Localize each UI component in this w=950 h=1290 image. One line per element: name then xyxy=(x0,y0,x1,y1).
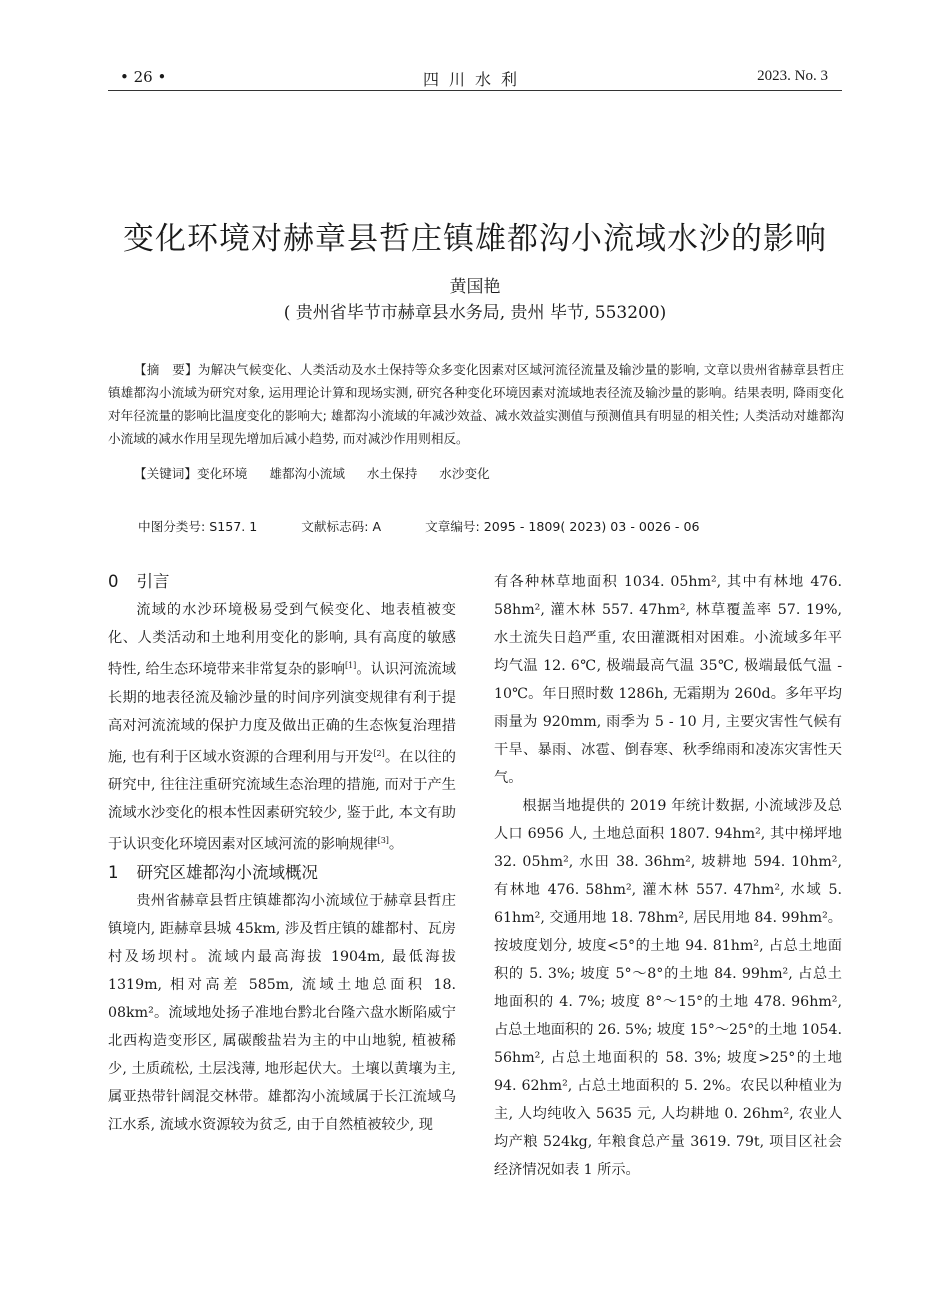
body-paragraph: 有各种林草地面积 1034. 05hm², 其中有林地 476. 58hm², 灌木林 557. 47hm², 林草覆盖率 57. 19%, 水土流失日趋严重, 农田灌溉相对困难。小流域多年平均气温 12. 6℃, 极端最高气温 35℃, 极端最低气温 - 10℃。年日照时数 1286h, 无霜期为 260d。多年平均雨量为 920mm, 雨季为 5 - 10 月, 主要灾害性气候有干旱、暴雨、冰雹、倒春寒、秋季绵雨和凌冻灾害性天气。 xyxy=(494,574,842,786)
paragraph-text: 。认识河流流域长期的地表径流及输沙量的时间序列演变规律有利于提高对河流流域的保护力度及做出正确的生态恢复治理措施, 也有利于区域水资源的合理利用与开发 xyxy=(108,661,456,766)
paragraph-text: 流域的水沙环境极易受到气候变化、地表植被变化、人类活动和土地利用变化的影响, 具有高度的敏感特性, 给生态环境带来非常复杂的影响 xyxy=(108,602,456,678)
running-header xyxy=(108,64,842,91)
article-title: 变化环境对赫章县哲庄镇雄都沟小流域水沙的影响 xyxy=(123,220,827,257)
classification-line xyxy=(138,517,740,537)
keyword-item: 水沙变化 xyxy=(439,466,490,481)
keyword-item: 变化环境 xyxy=(196,466,248,481)
section-heading-study-area xyxy=(108,859,456,887)
citation-ref: [1] xyxy=(344,661,357,670)
abstract-text: 为解决气候变化、人类活动及水土保持等众多变化因素对区域河流径流量及输沙量的影响, 文章以贵州省赫章县哲庄镇雄都沟小流域为研究对象, 运用理论计算和现场实测, 研究各种变化环境因素对流域地表径流及输沙量的影响。结果表明, 降雨变化对年径流量的影响比温度变化的影响大; 雄都沟小流域的年减沙效益、减水效益实测值与预测值具有明显的相关性; 人类活动对雄都沟小流域的减水作用呈现先增加后减小趋势, 而对减沙作用则相反。 xyxy=(108,362,845,446)
citation-ref: [3] xyxy=(377,836,389,846)
abstract-label: 【摘 要】 xyxy=(134,362,198,377)
section-heading-introduction xyxy=(108,568,456,596)
keywords-label: 【关键词】 xyxy=(134,466,197,481)
author-affiliation: ( 贵州省毕节市赫章县水务局, 贵州 毕节, 553200) xyxy=(283,303,667,323)
abstract xyxy=(108,358,844,450)
body-paragraph: 贵州省赫章县哲庄镇雄都沟小流域位于赫章县哲庄镇境内, 距赫章县城 45km, 涉及哲庄镇的雄都村、瓦房村及场坝村。流域内最高海拔 1904m, 最低海拔 1319m, 相对高差 585m, 流域土地总面积 18. 08km²。流域地处扬子准地台黔北台隆六盘水断陷威宁北西构造变形区, 属碳酸盐岩为主的中山地貌, 植被稀少, 土质疏松, 土层浅薄, 地形起伏大。土壤以黄壤为主, 属亚热带针阔混交林带。雄都沟小流域属于长江流域乌江水系, 流域水资源较为贫乏, 由于自然植被较少, 现 xyxy=(108,893,456,1134)
paragraph-text: 。在以往的研究中, 往往注重研究流域生态治理的措施, 而对于产生流域水沙变化的根本性因素研究较少, 鉴于此, 本文有助于认识变化环境因素对区域河流的影响规律 xyxy=(108,749,456,854)
paragraph-text: 。 xyxy=(388,837,404,854)
body-column-left xyxy=(108,568,456,1139)
page-number: • 26 • xyxy=(120,68,167,86)
author-name: 黄国艳 xyxy=(449,277,501,297)
citation-ref: [2] xyxy=(373,748,385,758)
body-paragraph xyxy=(108,596,456,859)
body-paragraph: 根据当地提供的 2019 年统计数据, 小流域涉及总人口 6956 人, 土地总面积 1807. 94hm², 其中梯坪地 32. 05hm², 水田 38. 36hm², 坡耕地 594. 10hm², 有林地 476. 58hm², 灌木林 557. 47hm², 水域 5. 61hm², 交通用地 18. 78hm², 居民用地 84. 99hm²。按坡度划分, 坡度<5°的土地 94. 81hm², 占总土地面积的 5. 3%; 坡度 5°～8°的土地 84. 99hm², 占总土地面积的 4. 7%; 坡度 8°～15°的土地 478. 96hm², 占总土地面积的 26. 5%; 坡度 15°～25°的土地 1054. 56hm², 占总土地面积的 58. 3%; 坡度>25°的土地 94. 62hm², 占总土地面积的 5. 2%。农民以种植业为主, 人均纯收入 5635 元, 人均耕地 0. 26hm², 农业人均产粮 524kg, 年粮食总产量 3619. 79t, 项目区社会经济情况如表 1 所示。 xyxy=(494,798,842,1178)
keywords xyxy=(108,462,844,485)
document-code: 文献标志码: A xyxy=(301,519,382,534)
issue-number: 2023. No. 3 xyxy=(757,68,828,84)
section-title: 引言 xyxy=(136,572,170,591)
body-column-right xyxy=(494,568,842,1184)
section-number: 0 xyxy=(108,572,119,591)
section-title: 研究区雄都沟小流域概况 xyxy=(136,863,318,883)
article-number: 文章编号: 2095 - 1809( 2023) 03 - 0026 - 06 xyxy=(425,519,700,534)
keyword-item: 水土保持 xyxy=(366,466,418,481)
keyword-item: 雄都沟小流域 xyxy=(269,466,345,481)
journal-name: 四川水利 xyxy=(422,70,527,89)
section-number: 1 xyxy=(108,863,119,883)
clc-number: 中图分类号: S157. 1 xyxy=(138,519,258,534)
